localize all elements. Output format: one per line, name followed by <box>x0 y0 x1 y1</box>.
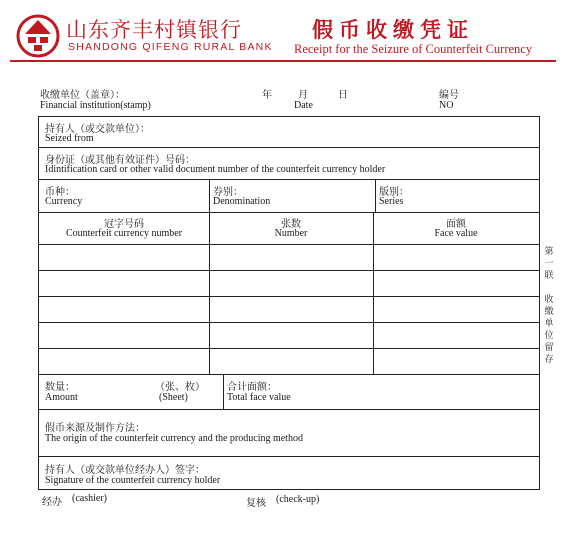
currency-label-cn: 币种： <box>45 187 75 198</box>
col-face-value-header-en: Face value <box>434 228 478 239</box>
month-label: 月 <box>298 90 308 101</box>
checkup-label-en: (check-up) <box>276 494 320 505</box>
holder-label-en: Seized from <box>45 133 94 144</box>
col-number-header-en: Number <box>274 228 308 239</box>
series-label-cn: 版别： <box>379 187 409 198</box>
currency-label-en: Currency <box>45 196 83 207</box>
total-label-cn: 合计面额： <box>227 382 277 393</box>
series-label-en: Series <box>379 196 404 207</box>
sheet-label-en: (Sheet) <box>159 392 188 403</box>
amount-label-en: Amount <box>45 392 78 403</box>
number-label-cn: 编号 <box>439 90 459 101</box>
sheet-label-cn: （张、枚） <box>155 382 205 393</box>
id-label-cn: 身份证（或其他有效证件）号码： <box>45 155 195 166</box>
institution-label-cn: 收缴单位（盖章）： <box>40 90 125 101</box>
header-divider <box>10 60 556 62</box>
title-cn: 假币收缴凭证 <box>312 17 474 42</box>
total-label-en: Total face value <box>227 392 291 403</box>
col-number-header-cn: 张数 <box>281 219 301 230</box>
day-label: 日 <box>338 90 348 101</box>
id-label-en: Idintification card or other valid document number of the counterfeit currency holder <box>45 164 386 175</box>
denomination-label-cn: 券别： <box>213 187 243 198</box>
bank-name-cn: 山东齐丰村镇银行 <box>66 18 242 42</box>
holder-field[interactable] <box>189 121 529 143</box>
number-label-en: NO <box>439 100 454 111</box>
copy-number-label: 第一联 <box>544 247 554 281</box>
checkup-label-cn: 复核 <box>246 498 266 509</box>
institution-label-en: Financial institution(stamp) <box>40 100 151 111</box>
amount-label-cn: 数量： <box>45 382 75 393</box>
denomination-label-en: Denomination <box>213 196 271 207</box>
date-label-en: Date <box>294 100 313 111</box>
copy-retention-label: 收缴单位留存 <box>544 295 554 365</box>
title-en: Receipt for the Seizure of Counterfeit Currency <box>294 42 533 56</box>
cashier-label-cn: 经办 <box>42 497 62 508</box>
signature-label-cn: 持有人（或交款单位经办人）签字： <box>45 465 205 476</box>
bank-name-en: SHANDONG QIFENG RURAL BANK <box>68 41 273 53</box>
col-face-value-header-cn: 面额 <box>446 219 466 230</box>
receipt-form <box>38 116 540 490</box>
origin-label-en: The origin of the counterfeit currency and the producing method <box>45 433 303 444</box>
holder-label-cn: 持有人（或交款单位）： <box>45 124 150 135</box>
cashier-label-en: (cashier) <box>72 493 107 504</box>
col-serial-header-cn: 冠字号码 <box>104 219 144 230</box>
year-label: 年 <box>262 90 272 101</box>
origin-label-cn: 假币来源及制作方法： <box>45 423 145 434</box>
signature-label-en: Signature of the counterfeit currency holder <box>45 475 221 486</box>
col-serial-header-en: Counterfeit currency number <box>65 228 183 239</box>
bank-logo-icon <box>16 14 60 58</box>
